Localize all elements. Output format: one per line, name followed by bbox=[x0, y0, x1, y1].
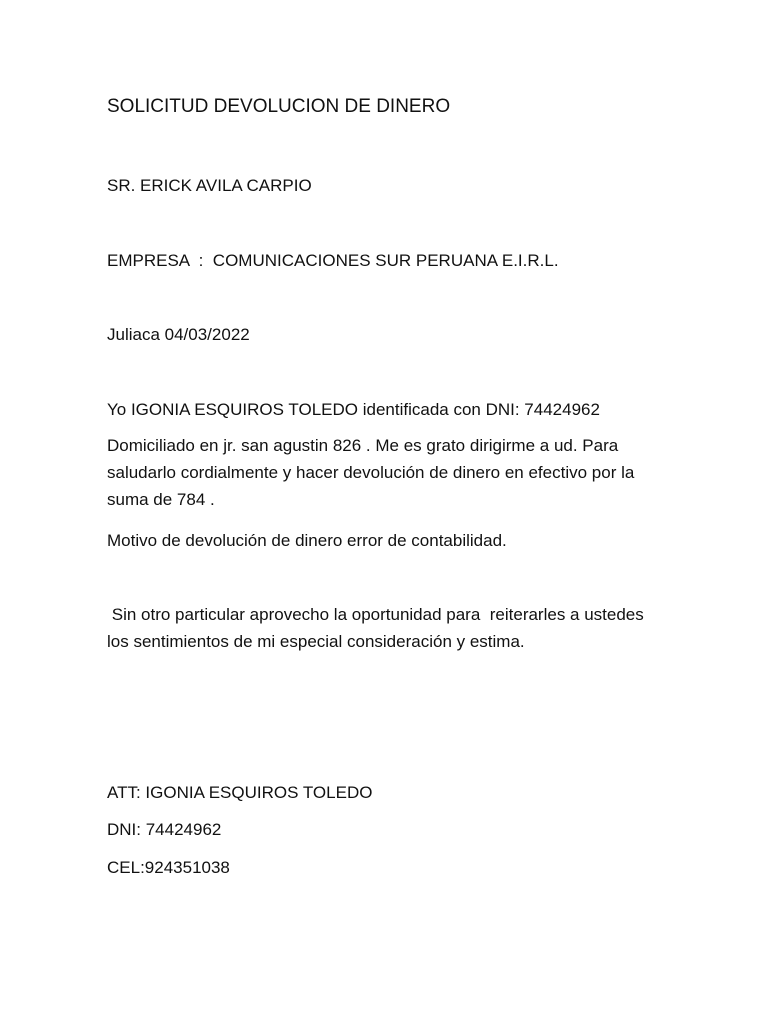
signature-att-line: ATT: IGONIA ESQUIROS TOLEDO bbox=[107, 783, 373, 802]
reason-line: Motivo de devolución de dinero error de contabilidad. bbox=[107, 531, 507, 550]
place-date-line: Juliaca 04/03/2022 bbox=[107, 325, 250, 344]
signature-cel-line: CEL:924351038 bbox=[107, 858, 230, 877]
body-paragraph: Domiciliado en jr. san agustin 826 . Me es grato dirigirme a ud. Para saludarlo cordialmente y hacer devolución de dinero en efectivo por la suma de 784 . bbox=[107, 436, 640, 509]
closing-paragraph: Sin otro particular aprovecho la oportunidad para reiterarles a ustedes los sentimientos de mi especial consideración y estima. bbox=[107, 605, 649, 651]
signature-dni-line: DNI: 74424962 bbox=[107, 820, 222, 839]
addressee-line: SR. ERICK AVILA CARPIO bbox=[107, 176, 312, 195]
identification-line: Yo IGONIA ESQUIROS TOLEDO identificada con DNI: 74424962 bbox=[107, 400, 600, 419]
document-title: SOLICITUD DEVOLUCION DE DINERO bbox=[107, 96, 451, 117]
company-line: EMPRESA : COMUNICACIONES SUR PERUANA E.I.R.L. bbox=[107, 251, 559, 270]
